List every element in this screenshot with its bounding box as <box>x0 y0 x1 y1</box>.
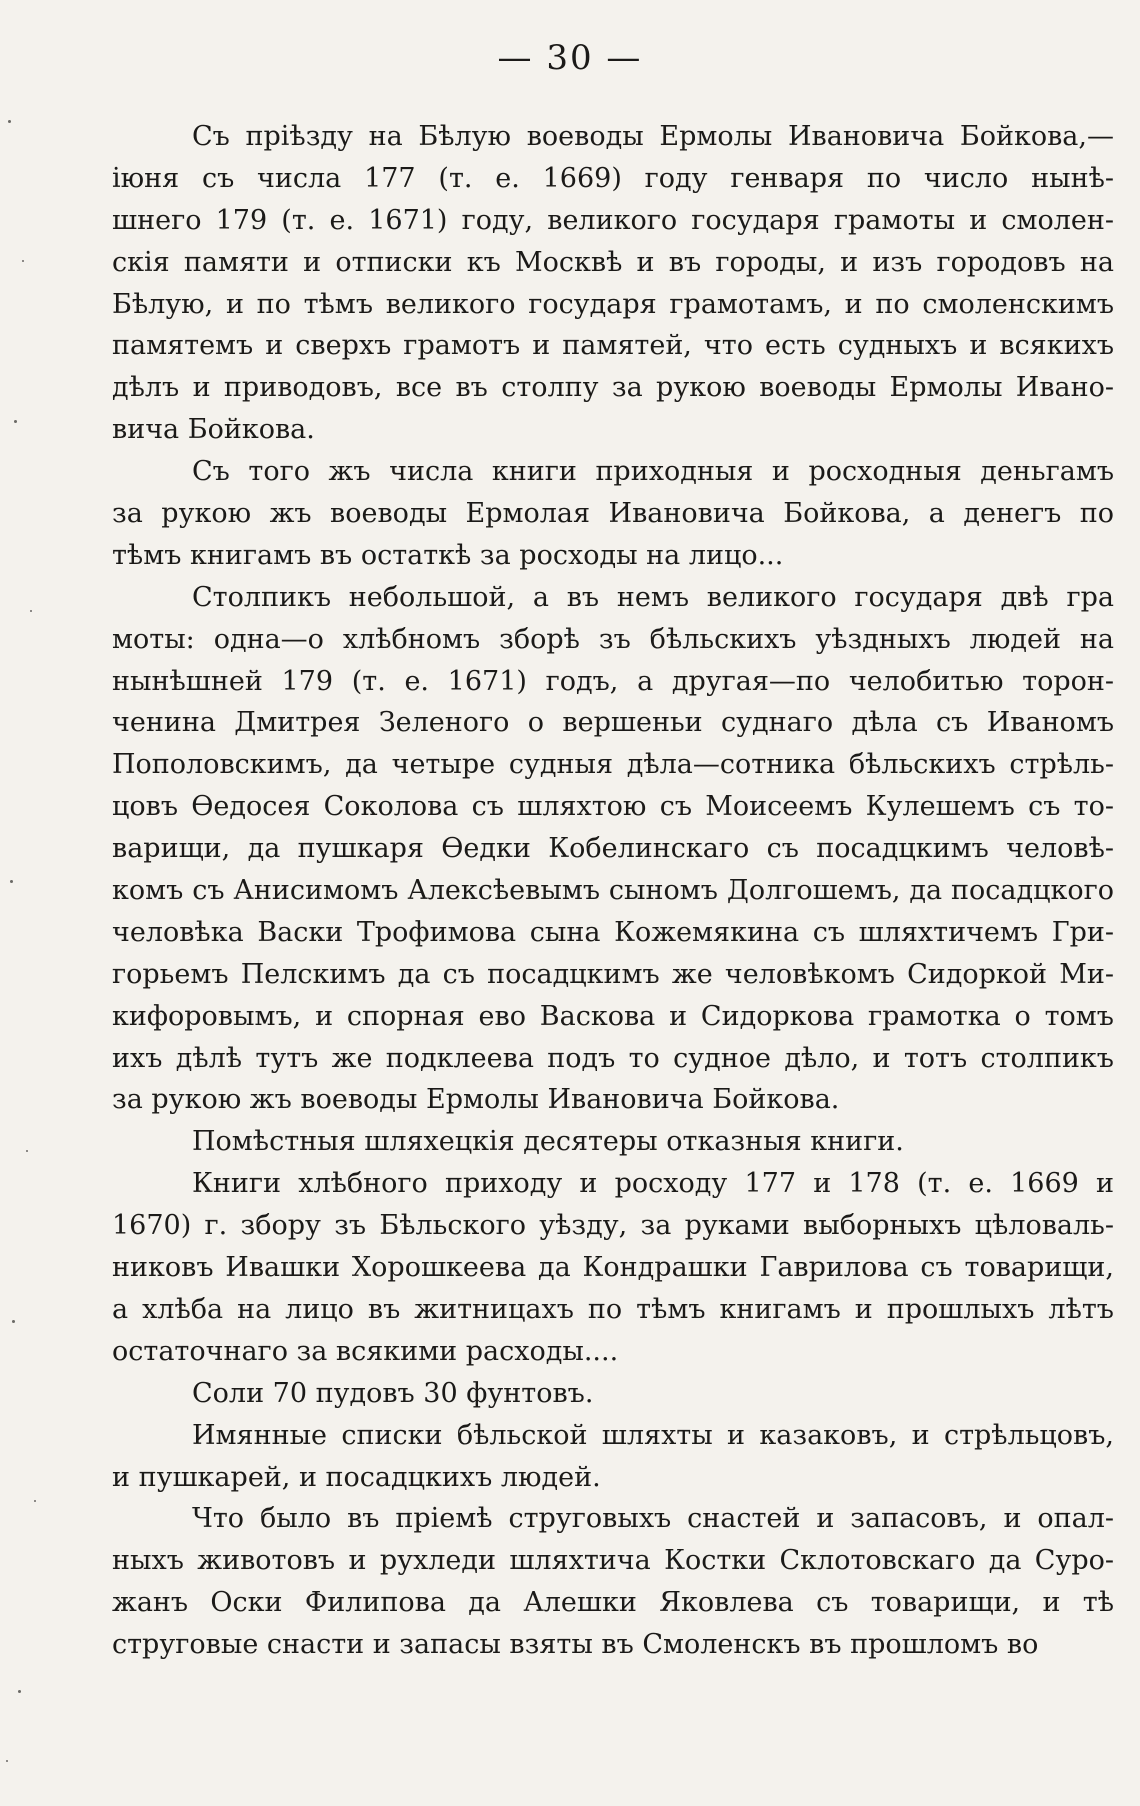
text-line: моты: одна—о хлѣбномъ зборѣ зъ бѣльскихъ уѣздныхъ людей на <box>112 623 1114 655</box>
body-text <box>112 116 1114 1666</box>
text-line: тѣмъ книгамъ въ остаткѣ за росходы на лицо... <box>112 539 784 571</box>
paragraph <box>112 1121 1114 1163</box>
text-line: Что было въ пріемѣ струговыхъ снастей и запасовъ, и опал- <box>192 1503 1114 1535</box>
text-line: ныхъ животовъ и рухледи шляхтича Костки Склотовскаго да Суро- <box>112 1545 1114 1577</box>
text-line: и пушкарей, и посадцкихъ людей. <box>112 1461 601 1493</box>
text-line: жанъ Оски Филипова да Алешки Яковлева съ товарищи, и тѣ <box>112 1587 1114 1619</box>
paragraph <box>112 451 1114 577</box>
scan-speck <box>14 420 17 423</box>
text-line: дѣлъ и приводовъ, все въ столпу за рукою воеводы Ермолы Ивано- <box>112 372 1114 404</box>
text-line: а хлѣба на лицо въ житницахъ по тѣмъ книгамъ и прошлыхъ лѣтъ <box>112 1293 1114 1325</box>
paragraph <box>112 1498 1114 1666</box>
scan-speck <box>10 880 13 883</box>
text-line: Помѣстныя шляхецкія десятеры отказныя книги. <box>192 1126 904 1158</box>
text-line: вича Бойкова. <box>112 414 315 446</box>
scan-speck <box>30 610 32 612</box>
text-line: Книги хлѣбного приходу и росходу 177 и 178 (т. е. 1669 и <box>192 1168 1114 1200</box>
text-line: 1670) г. збору зъ Бѣльского уѣзду, за руками выборныхъ цѣловаль- <box>112 1210 1114 1242</box>
text-line: за рукою жъ воеводы Ермолая Ивановича Бойкова, а денегъ по <box>112 498 1114 530</box>
text-line: комъ съ Анисимомъ Алексѣевымъ сыномъ Долгошемъ, да посадцкого <box>112 875 1114 907</box>
text-line: Имянные списки бѣльской шляхты и казаковъ, и стрѣльцовъ, <box>192 1419 1114 1451</box>
text-line: цовъ Ѳедосея Соколова съ шляхтою съ Моисеемъ Кулешемъ съ то- <box>112 791 1114 823</box>
text-line: нынѣшней 179 (т. е. 1671) годъ, а другая—по челобитью торон- <box>112 665 1114 697</box>
text-line: Соли 70 пудовъ 30 фунтовъ. <box>192 1377 594 1409</box>
page-number: — 30 — <box>497 38 643 78</box>
text-line: варищи, да пушкаря Ѳедки Кобелинскаго съ посадцкимъ человѣ- <box>112 833 1114 865</box>
text-line: горьемъ Пелскимъ да съ посадцкимъ же человѣкомъ Сидоркой Ми- <box>112 958 1114 990</box>
text-line: ченина Дмитрея Зеленого о вершеньи суднаго дѣла съ Иваномъ <box>112 707 1114 739</box>
text-line: ихъ дѣлѣ тутъ же подклеева подъ то судное дѣло, и тотъ столпикъ <box>112 1042 1114 1074</box>
text-line: струговые снасти и запасы взяты въ Смоленскъ въ прошломъ во <box>112 1629 1039 1661</box>
scan-speck <box>18 1690 21 1693</box>
scan-speck <box>26 1150 28 1152</box>
text-line: Пополовскимъ, да четыре судныя дѣла—сотника бѣльскихъ стрѣль- <box>112 749 1114 781</box>
paragraph <box>112 116 1114 451</box>
text-line: кифоровымъ, и спорная ево Васкова и Сидоркова грамотка о томъ <box>112 1000 1114 1032</box>
scan-speck <box>6 1760 8 1762</box>
text-line: Столпикъ небольшой, а въ немъ великого государя двѣ гра <box>192 581 1114 613</box>
text-line: остаточнаго за всякими расходы.... <box>112 1335 619 1367</box>
text-line: за рукою жъ воеводы Ермолы Ивановича Бойкова. <box>112 1084 840 1116</box>
paragraph <box>112 1163 1114 1372</box>
text-line: Бѣлую, и по тѣмъ великого государя грамотамъ, и по смоленскимъ <box>112 288 1114 320</box>
text-line: іюня съ числа 177 (т. е. 1669) году генваря по число нынѣ- <box>112 162 1114 194</box>
text-line: Съ того жъ числа книги приходныя и росходныя деньгамъ <box>192 456 1114 488</box>
scan-speck <box>8 120 11 123</box>
text-line: памятемъ и сверхъ грамотъ и памятей, что есть судныхъ и всякихъ <box>112 330 1114 362</box>
paragraph <box>112 577 1114 1122</box>
text-line: никовъ Ивашки Хорошкеева да Кондрашки Гаврилова съ товарищи, <box>112 1252 1114 1284</box>
paragraph <box>112 1373 1114 1415</box>
scan-speck <box>34 1500 36 1502</box>
scan-speck <box>12 1320 15 1323</box>
text-line: скія памяти и отписки къ Москвѣ и въ городы, и изъ городовъ на <box>112 246 1114 278</box>
text-line: Съ пріѣзду на Бѣлую воеводы Ермолы Ивановича Бойкова,— <box>192 121 1114 152</box>
paragraph <box>112 1415 1114 1499</box>
text-line: человѣка Васки Трофимова сына Кожемякина съ шляхтичемъ Гри- <box>112 916 1114 948</box>
text-line: шнего 179 (т. е. 1671) году, великого государя грамоты и смолен- <box>112 204 1114 236</box>
scan-speck <box>22 260 24 262</box>
